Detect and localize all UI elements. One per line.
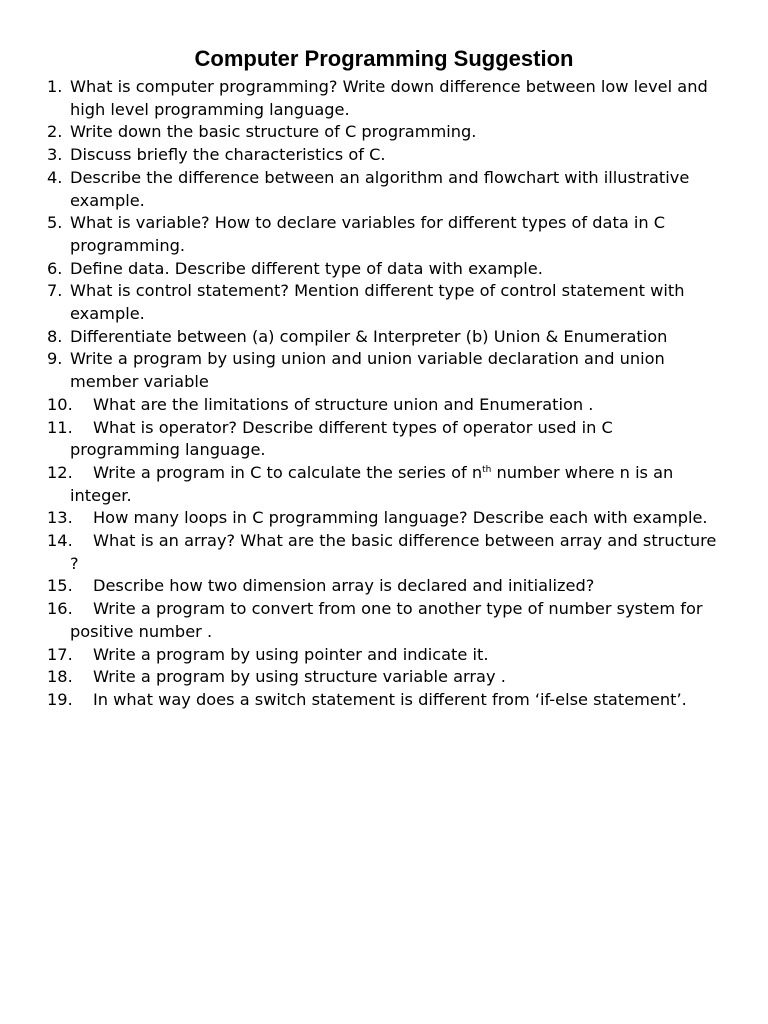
item-text: Write a program by using union and union variable declaration and union member variable: [70, 349, 665, 392]
list-item: [47, 212, 727, 257]
item-number: 8.: [47, 326, 63, 346]
item-number: 15.: [47, 576, 73, 596]
item-text: [70, 463, 673, 505]
item-text: Describe how two dimension array is declared and initialized?: [93, 576, 595, 596]
list-item: [47, 121, 727, 144]
item-number: 9.: [47, 349, 63, 369]
superscript: th: [482, 464, 492, 475]
list-item: [47, 644, 727, 667]
list-item: [47, 666, 727, 689]
item-text: Define data. Describe different type of data with example.: [70, 258, 543, 278]
item-number: 12.: [47, 462, 73, 482]
item-text: Differentiate between (a) compiler & Interpreter (b) Union & Enumeration: [70, 326, 668, 346]
item-text: Discuss briefly the characteristics of C.: [70, 145, 386, 165]
item-text: What is control statement? Mention different type of control statement with example.: [70, 281, 685, 324]
item-text: What is an array? What are the basic difference between array and structure ?: [70, 531, 717, 573]
list-item: [47, 507, 727, 530]
item-text: In what way does a switch statement is different from ‘if-else statement’.: [93, 689, 687, 709]
item-number: 11.: [47, 417, 73, 437]
list-item: [47, 575, 727, 598]
page-title: Computer Programming Suggestion: [194, 46, 574, 71]
item-number: 17.: [47, 644, 73, 664]
item-number: 19.: [47, 689, 73, 709]
item-text: What are the limitations of structure union and Enumeration .: [93, 394, 594, 414]
list-item: [47, 689, 727, 712]
list-item: [47, 598, 727, 643]
list-item: [47, 326, 727, 349]
item-text: Describe the difference between an algorithm and flowchart with illustrative example.: [70, 167, 690, 210]
list-item: [47, 348, 727, 393]
item-number: 10.: [47, 394, 73, 414]
item-number: 18.: [47, 667, 73, 687]
item-text-part: Write a program in C to calculate the series of n: [93, 462, 483, 482]
item-number: 13.: [47, 508, 73, 528]
item-text: Write down the basic structure of C programming.: [70, 122, 477, 142]
item-text: What is variable? How to declare variables for different types of data in C programming.: [70, 213, 666, 255]
list-item: [47, 280, 727, 325]
list-item: [47, 76, 727, 121]
list-item: [47, 258, 727, 281]
item-text: Write a program by using pointer and indicate it.: [93, 644, 489, 664]
item-text-part: number where n is an integer.: [70, 462, 674, 505]
item-number: 5.: [47, 213, 63, 233]
item-text: What is computer programming? Write down difference between low level and high level programming language.: [70, 77, 708, 119]
list-item: [47, 530, 727, 575]
item-text: How many loops in C programming language? Describe each with example.: [93, 508, 708, 528]
item-number: 14.: [47, 531, 73, 551]
list-item: [47, 144, 727, 167]
list-item: [47, 167, 727, 212]
item-text: Write a program to convert from one to another type of number system for positive number .: [70, 599, 703, 641]
item-number: 6.: [47, 258, 63, 278]
list-item: [47, 417, 727, 462]
item-number: 3.: [47, 145, 63, 165]
item-number: 7.: [47, 281, 63, 301]
item-number: 1.: [47, 77, 63, 96]
list-item: [47, 462, 727, 507]
list-item: [47, 394, 727, 417]
question-list: [47, 76, 727, 712]
item-text: What is operator? Describe different types of operator used in C programming language.: [70, 417, 613, 460]
item-number: 2.: [47, 122, 63, 142]
item-text: Write a program by using structure variable array .: [93, 667, 506, 687]
item-number: 4.: [47, 167, 63, 187]
item-number: 16.: [47, 599, 73, 619]
